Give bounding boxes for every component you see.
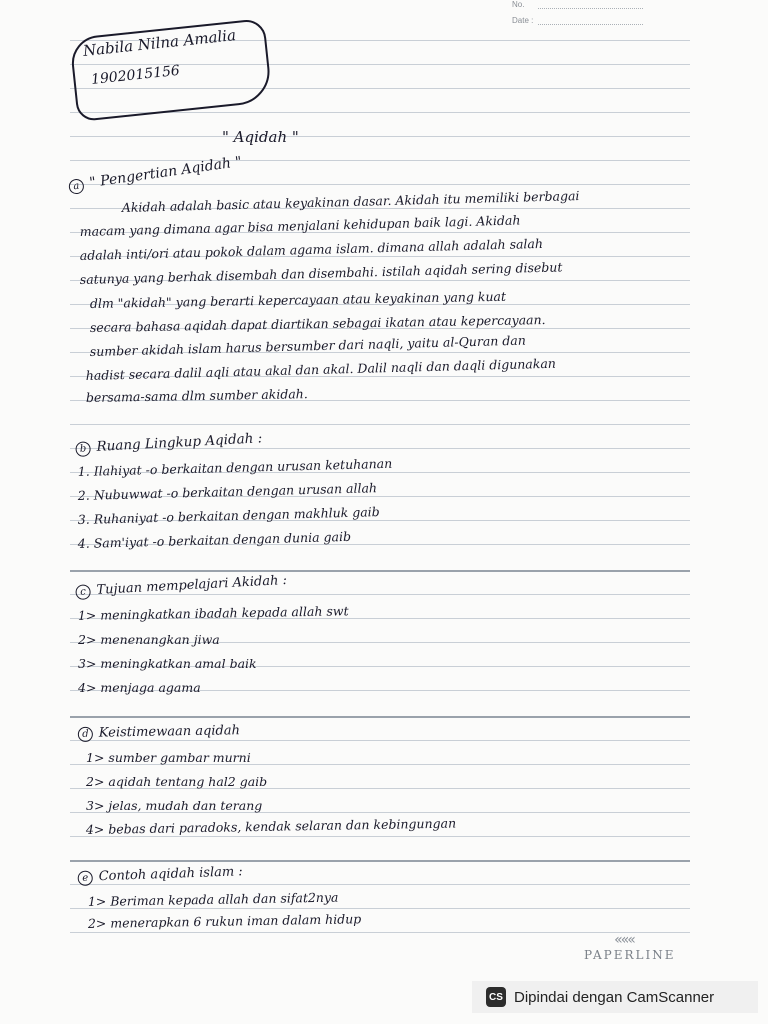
- section-d-marker: d: [78, 727, 93, 742]
- paragraph-line: bersama-sama dlm sumber akidah.: [85, 386, 308, 405]
- camscanner-banner: [472, 981, 758, 1013]
- section-e-heading-text: Contoh aqidah islam :: [98, 864, 243, 885]
- section-d-heading: [78, 723, 240, 742]
- camscanner-label: Dipindai dengan CamScanner: [514, 988, 715, 1006]
- paperline-text: PAPERLINE: [584, 948, 676, 962]
- no-label: No.: [512, 0, 525, 9]
- list-item: 4> bebas dari paradoks, kendak selaran dan kebingungan: [85, 815, 457, 837]
- list-item: 4. Sam'iyat -o berkaitan dengan dunia gaib: [77, 528, 352, 551]
- paperline-logo: [584, 932, 676, 962]
- paragraph-line: Akidah adalah basic atau keyakinan dasar. Akidah itu memiliki berbagai: [121, 188, 580, 215]
- date-label: Date :: [512, 16, 534, 25]
- list-item: 1. Ilahiyat -o berkaitan dengan urusan ketuhanan: [77, 455, 393, 479]
- section-e-heading: [77, 864, 243, 886]
- list-item: 2> aqidah tentang hal2 gaib: [86, 774, 268, 789]
- paperline-mark-icon: «««: [614, 932, 634, 948]
- list-item: 3> meningkatkan amal baik: [78, 656, 257, 671]
- list-item: 1> sumber gambar murni: [86, 750, 251, 765]
- paragraph-line: dlm "akidah" yang berarti kepercayaan atau keyakinan yang kuat: [89, 288, 507, 311]
- paragraph-line: secara bahasa aqidah dapat diartikan sebagai ikatan atau kepercayaan.: [89, 312, 546, 335]
- section-e-marker: e: [77, 870, 93, 886]
- list-item: 2. Nubuwwat -o berkaitan dengan urusan allah: [77, 480, 378, 503]
- section-c-marker: c: [75, 584, 91, 600]
- list-item: 3> jelas, mudah dan terang: [86, 798, 263, 813]
- section-b-marker: b: [75, 441, 91, 457]
- student-name: Nabila Nilna Amalia: [82, 26, 237, 60]
- no-field-line: [538, 8, 643, 9]
- paragraph-line: sumber akidah islam harus bersumber dari naqli, yaitu al-Quran dan: [89, 332, 527, 359]
- list-item: 1> Beriman kepada allah dan sifat2nya: [87, 889, 339, 909]
- paragraph-line: hadist secara dalil aqli atau akal dan akal. Dalil naqli dan daqli digunakan: [85, 355, 557, 383]
- list-item: 4> menjaga agama: [78, 680, 201, 695]
- list-item: 2> menerapkan 6 rukun iman dalam hidup: [87, 911, 362, 931]
- date-field-line: [538, 24, 643, 25]
- section-b-heading-text: Ruang Lingkup Aqidah :: [96, 430, 263, 455]
- section-b-heading: [75, 430, 263, 457]
- list-item: 1> meningkatkan ibadah kepada allah swt: [77, 603, 349, 623]
- section-c-heading-text: Tujuan mempelajari Akidah :: [96, 572, 288, 598]
- paragraph-line: satunya yang berhak disembah dan disembahi. istilah aqidah sering disebut: [79, 259, 563, 287]
- section-a-marker: a: [68, 178, 85, 195]
- list-item: 3. Ruhaniyat -o berkaitan dengan makhluk gaib: [77, 504, 380, 527]
- page-title: " Aqidah ": [222, 128, 299, 146]
- paragraph-line: macam yang dimana agar bisa menjalani kehidupan baik lagi. Akidah: [79, 212, 521, 239]
- paragraph-line: adalah inti/ori atau pokok dalam agama islam. dimana allah adalah salah: [79, 235, 544, 263]
- camscanner-icon: CS: [486, 987, 506, 1007]
- section-d-heading-text: Keistimewaan aqidah: [98, 723, 241, 741]
- student-id: 1902015156: [90, 62, 181, 88]
- list-item: 2> menenangkan jiwa: [78, 632, 220, 647]
- section-c-heading: [75, 573, 287, 600]
- section-a-heading-text: " Pengertian Aqidah ": [88, 153, 243, 192]
